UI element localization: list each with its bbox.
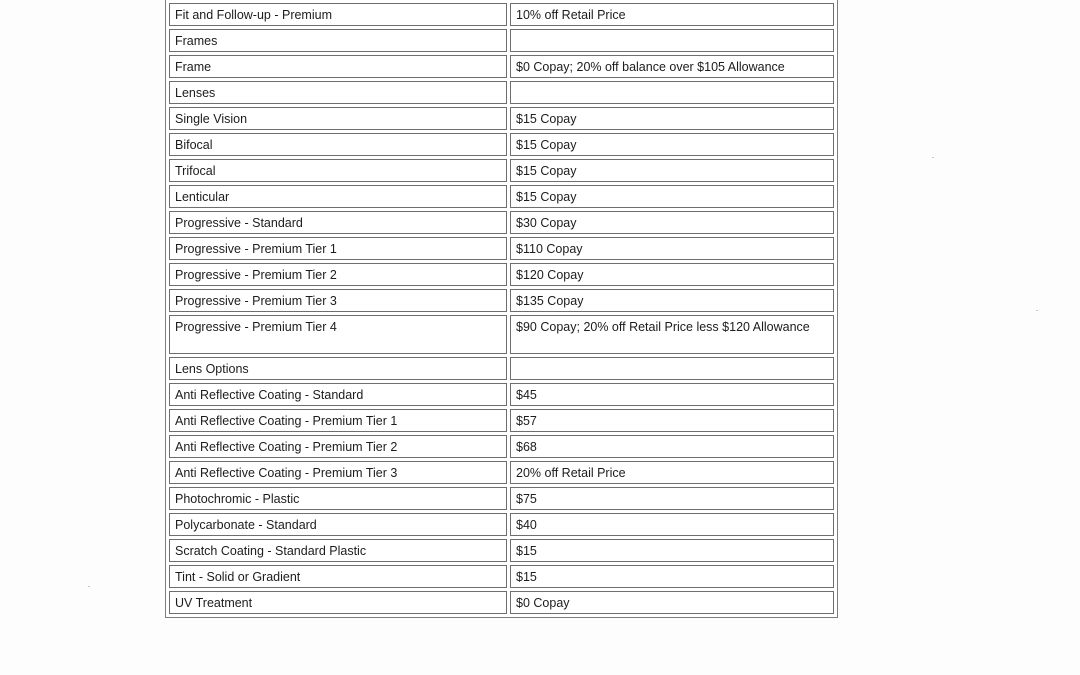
table-row <box>169 409 834 432</box>
benefit-cost-cell <box>510 29 834 52</box>
benefit-item-cell: Progressive - Premium Tier 1 <box>169 237 507 260</box>
benefit-item-cell: Scratch Coating - Standard Plastic <box>169 539 507 562</box>
table-row <box>169 55 834 78</box>
table-row <box>169 539 834 562</box>
benefit-item-cell: Progressive - Premium Tier 3 <box>169 289 507 312</box>
benefit-item-cell: Progressive - Standard <box>169 211 507 234</box>
benefit-cost-cell: $68 <box>510 435 834 458</box>
benefit-item-cell: Lens Options <box>169 357 507 380</box>
table-row <box>169 3 834 26</box>
table-row <box>169 383 834 406</box>
benefit-item-cell: UV Treatment <box>169 591 507 614</box>
table-row <box>169 211 834 234</box>
table-row <box>169 263 834 286</box>
table-row <box>169 185 834 208</box>
benefit-item-cell: Anti Reflective Coating - Premium Tier 1 <box>169 409 507 432</box>
benefit-item-cell: Photochromic - Plastic <box>169 487 507 510</box>
table-row <box>169 107 834 130</box>
benefit-item-cell: Trifocal <box>169 159 507 182</box>
benefit-item-cell: Bifocal <box>169 133 507 156</box>
benefit-cost-cell: $15 <box>510 565 834 588</box>
benefit-item-cell: Progressive - Premium Tier 4 <box>169 315 507 354</box>
scan-speck <box>88 586 90 587</box>
table-row <box>169 435 834 458</box>
benefit-item-cell: Progressive - Premium Tier 2 <box>169 263 507 286</box>
benefit-cost-cell: $15 Copay <box>510 185 834 208</box>
benefit-cost-cell: $15 Copay <box>510 133 834 156</box>
benefit-item-cell: Polycarbonate - Standard <box>169 513 507 536</box>
benefit-item-cell: Single Vision <box>169 107 507 130</box>
benefit-cost-cell: $110 Copay <box>510 237 834 260</box>
table-row <box>169 315 834 354</box>
table-row <box>169 591 834 614</box>
benefit-item-cell: Lenses <box>169 81 507 104</box>
benefit-item-cell: Anti Reflective Coating - Premium Tier 3 <box>169 461 507 484</box>
benefit-cost-cell: $75 <box>510 487 834 510</box>
benefit-item-cell: Fit and Follow-up - Premium <box>169 3 507 26</box>
benefit-cost-cell <box>510 81 834 104</box>
table-row <box>169 565 834 588</box>
benefit-item-cell: Frames <box>169 29 507 52</box>
scan-speck <box>932 157 934 158</box>
benefit-item-cell: Lenticular <box>169 185 507 208</box>
benefit-cost-cell: $120 Copay <box>510 263 834 286</box>
benefit-cost-cell: $15 Copay <box>510 159 834 182</box>
table-row <box>169 237 834 260</box>
benefit-cost-cell: $0 Copay; 20% off balance over $105 Allowance <box>510 55 834 78</box>
table-row <box>169 29 834 52</box>
benefit-cost-cell: $45 <box>510 383 834 406</box>
benefit-cost-cell: $30 Copay <box>510 211 834 234</box>
benefit-item-cell: Frame <box>169 55 507 78</box>
benefit-cost-cell: $135 Copay <box>510 289 834 312</box>
scan-speck <box>1036 310 1038 311</box>
benefit-cost-cell: $15 Copay <box>510 107 834 130</box>
table-row <box>169 133 834 156</box>
benefit-cost-cell: $15 <box>510 539 834 562</box>
table-row <box>169 357 834 380</box>
table-row <box>169 513 834 536</box>
benefit-cost-cell: $0 Copay <box>510 591 834 614</box>
benefit-cost-cell <box>510 357 834 380</box>
benefit-cost-cell: $40 <box>510 513 834 536</box>
table-row <box>169 461 834 484</box>
table-body <box>169 3 834 614</box>
benefit-item-cell: Anti Reflective Coating - Standard <box>169 383 507 406</box>
benefit-cost-cell: $90 Copay; 20% off Retail Price less $120 Allowance <box>510 315 834 354</box>
benefit-item-cell: Anti Reflective Coating - Premium Tier 2 <box>169 435 507 458</box>
benefit-cost-cell: $57 <box>510 409 834 432</box>
benefit-cost-cell: 10% off Retail Price <box>510 3 834 26</box>
benefit-item-cell: Tint - Solid or Gradient <box>169 565 507 588</box>
benefit-cost-cell: 20% off Retail Price <box>510 461 834 484</box>
table-row <box>169 81 834 104</box>
table-row <box>169 289 834 312</box>
table-row <box>169 159 834 182</box>
table-row <box>169 487 834 510</box>
vision-benefits-table <box>165 0 838 618</box>
